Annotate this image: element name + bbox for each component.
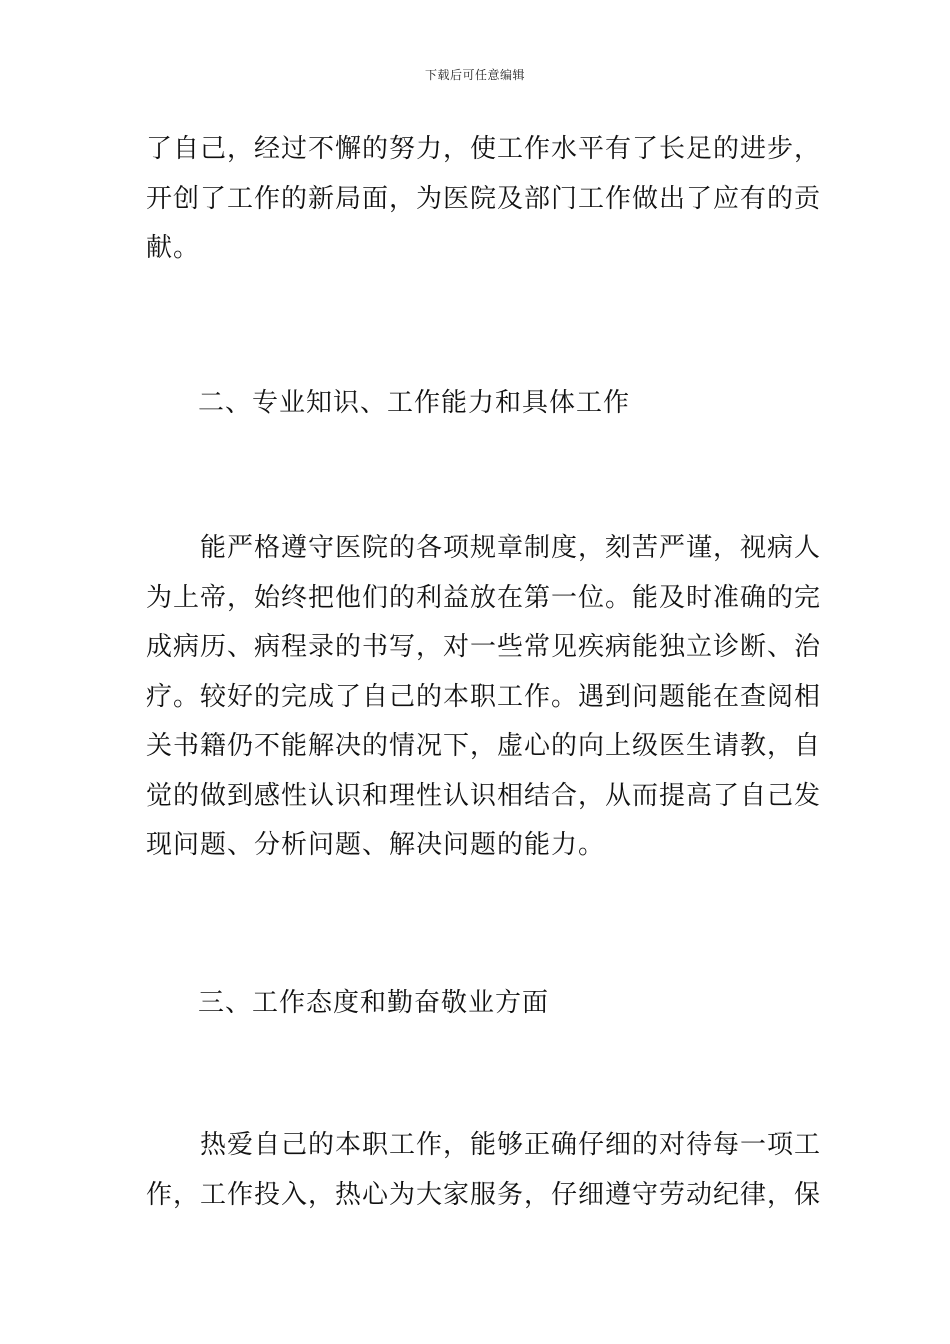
paragraph-line: 成病历、病程录的书写，对一些常见疾病能独立诊断、治 <box>146 632 822 662</box>
paragraph-line: 了自己，经过不懈的努力，使工作水平有了长足的进步， <box>146 134 822 164</box>
paragraph-line: 觉的做到感性认识和理性认识相结合，从而提高了自己发 <box>146 780 822 811</box>
paragraph-work-ability <box>146 524 822 871</box>
page-header-note: 下载后可任意编辑 <box>424 68 525 82</box>
paragraph-line: 疗。较好的完成了自己的本职工作。遇到问题能在查阅相 <box>146 681 822 712</box>
paragraph-line: 热爱自己的本职工作，能够正确仔细的对待每一项工 <box>146 1130 822 1160</box>
paragraph-dedication <box>146 1121 822 1220</box>
paragraph-line: 开创了工作的新局面，为医院及部门工作做出了应有的贡 <box>146 183 822 214</box>
paragraph-continued <box>146 125 822 274</box>
paragraph-line: 献。 <box>146 233 201 263</box>
section-heading-professional-knowledge: 二、专业知识、工作能力和具体工作 <box>198 388 631 418</box>
paragraph-line: 关书籍仍不能解决的情况下，虚心的向上级医生请教，自 <box>146 731 822 761</box>
paragraph-line: 为上帝，始终把他们的利益放在第一位。能及时准确的完 <box>146 582 822 613</box>
paragraph-line: 作，工作投入，热心为大家服务，仔细遵守劳动纪律，保 <box>146 1179 822 1210</box>
section-heading-work-attitude: 三、工作态度和勤奋敬业方面 <box>198 988 550 1018</box>
paragraph-line: 现问题、分析问题、解决问题的能力。 <box>146 830 606 860</box>
paragraph-line: 能严格遵守医院的各项规章制度，刻苦严谨，视病人 <box>146 533 822 563</box>
